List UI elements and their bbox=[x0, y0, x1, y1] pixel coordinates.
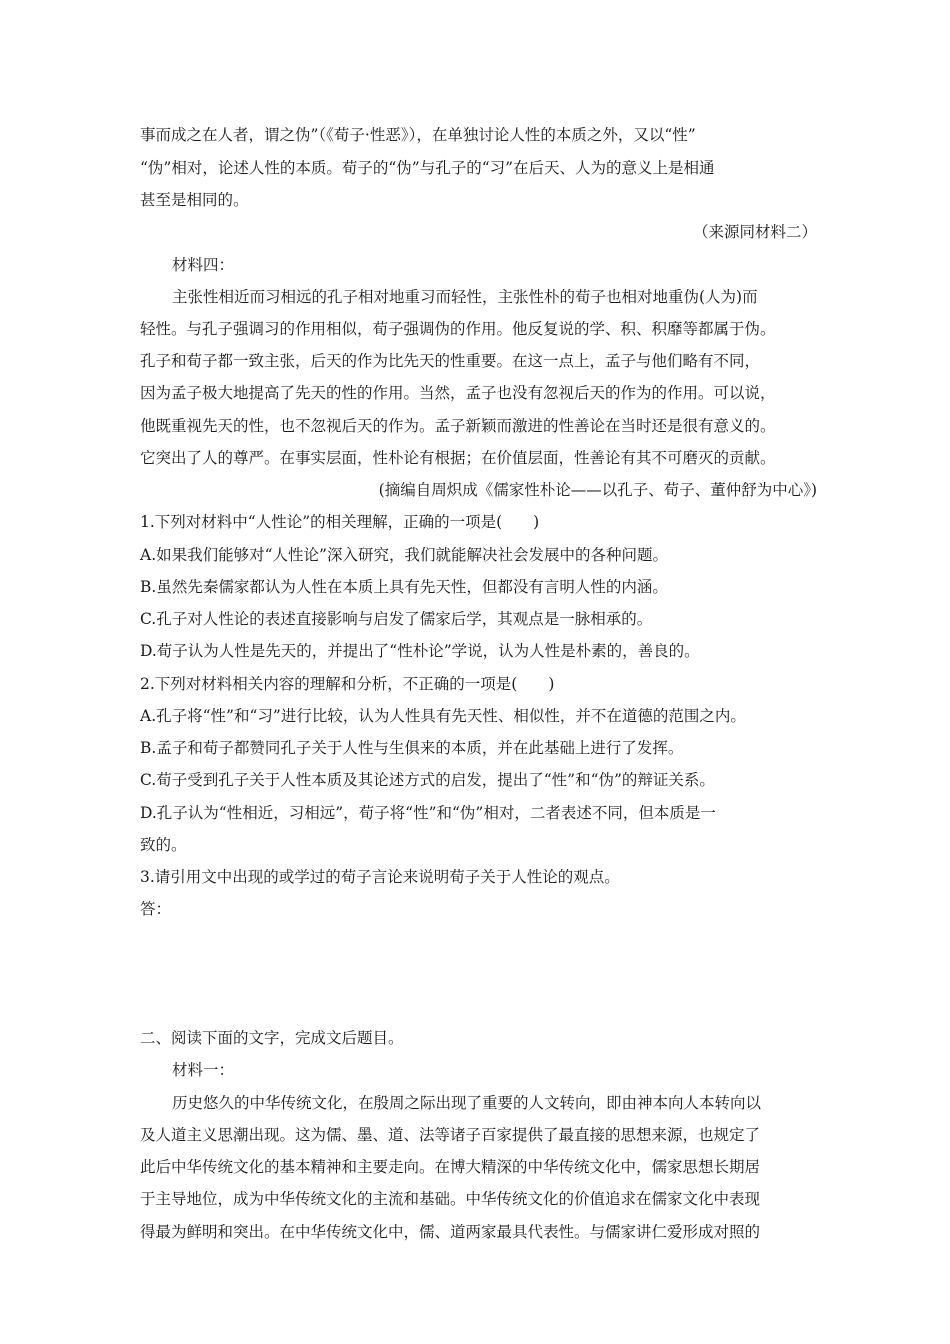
text-line: 他既重视先天的性，也不忽视后天的作为。孟子新颖而激进的性善论在当时还是很有意义的。 bbox=[140, 417, 776, 435]
text-line: 孔子和荀子都一致主张，后天的作为比先天的性重要。在这一点上，孟子与他们略有不同， bbox=[140, 352, 761, 370]
text-line: 它突出了人的尊严。在事实层面，性朴论有根据；在价值层面，性善论有其不可磨灭的贡献。 bbox=[140, 449, 776, 467]
text-line: 主张性相近而习相远的孔子相对地重习而轻性，主张性朴的荀子也相对地重伪(人为)而 bbox=[172, 288, 758, 306]
text-line: 事而成之在人者，谓之伪”（《荀子·性恶》），在单独讨论人性的本质之外，又以“性” bbox=[140, 126, 696, 144]
text-line: 甚至是相同的。 bbox=[140, 191, 249, 209]
question-stem: 2.下列对材料相关内容的理解和分析，不正确的一项是( ) bbox=[140, 675, 555, 693]
material-heading: 材料四： bbox=[172, 256, 235, 274]
question-option: A.孔子将“性”和“习”进行比较，认为人性具有先天性、相似性，并不在道德的范围之内。 bbox=[140, 707, 746, 725]
question-option: C.孔子对人性论的表述直接影响与启发了儒家后学，其观点是一脉相承的。 bbox=[140, 610, 653, 628]
question-option: D.荀子认为人性是先天的，并提出了“性朴论”学说，认为人性是朴素的，善良的。 bbox=[140, 642, 700, 660]
text-line: 及人道主义思潮出现。这为儒、墨、道、法等诸子百家提供了最直接的思想来源，也规定了 bbox=[140, 1126, 761, 1144]
text-line: “伪”相对，论述人性的本质。荀子的“伪”与孔子的“习”在后天、人为的意义上是相通 bbox=[140, 159, 715, 177]
text-line: 轻性。与孔子强调习的作用相似，荀子强调伪的作用。他反复说的学、积、积靡等都属于伪。 bbox=[140, 320, 776, 338]
question-option: C.荀子受到孔子关于人性本质及其论述方式的启发，提出了“性”和“伪”的辩证关系。 bbox=[140, 771, 715, 789]
text-line: 得最为鲜明和突出。在中华传统文化中，儒、道两家最具代表性。与儒家讲仁爱形成对照的 bbox=[140, 1223, 761, 1241]
text-line: 此后中华传统文化的基本精神和主要走向。在博大精深的中华传统文化中，儒家思想长期居 bbox=[140, 1158, 761, 1176]
answer-label: 答： bbox=[140, 900, 172, 918]
question-stem: 1.下列对材料中“人性论”的相关理解，正确的一项是( ) bbox=[140, 513, 540, 531]
question-option: 致的。 bbox=[140, 836, 187, 854]
source-citation: （来源同材料二） bbox=[692, 223, 817, 241]
question-option: B.孟子和荀子都赞同孔子关于人性与生俱来的本质，并在此基础上进行了发挥。 bbox=[140, 739, 684, 757]
material-heading: 材料一： bbox=[172, 1061, 235, 1079]
text-line: 于主导地位，成为中华传统文化的主流和基础。中华传统文化的价值追求在儒家文化中表现 bbox=[140, 1190, 761, 1208]
question-option: A.如果我们能够对“人性论”深入研究，我们就能解决社会发展中的各种问题。 bbox=[140, 546, 668, 564]
section-heading: 二、阅读下面的文字，完成文后题目。 bbox=[140, 1029, 404, 1047]
question-option: D.孔子认为“性相近，习相远”，荀子将“性”和“伪”相对，二者表述不同，但本质是一 bbox=[140, 804, 716, 822]
text-line: 因为孟子极大地提高了先天的性的作用。当然，孟子也没有忽视后天的作为的作用。可以说， bbox=[140, 384, 776, 402]
text-line: 历史悠久的中华传统文化，在殷周之际出现了重要的人文转向，即由神本向人本转向以 bbox=[172, 1094, 762, 1112]
source-citation: (摘编自周炽成《儒家性朴论——以孔子、荀子、董仲舒为中心》) bbox=[378, 481, 817, 499]
question-stem: 3.请引用文中出现的或学过的荀子言论来说明荀子关于人性论的观点。 bbox=[140, 868, 620, 886]
question-option: B.虽然先秦儒家都认为人性在本质上具有先天性，但都没有言明人性的内涵。 bbox=[140, 578, 668, 596]
